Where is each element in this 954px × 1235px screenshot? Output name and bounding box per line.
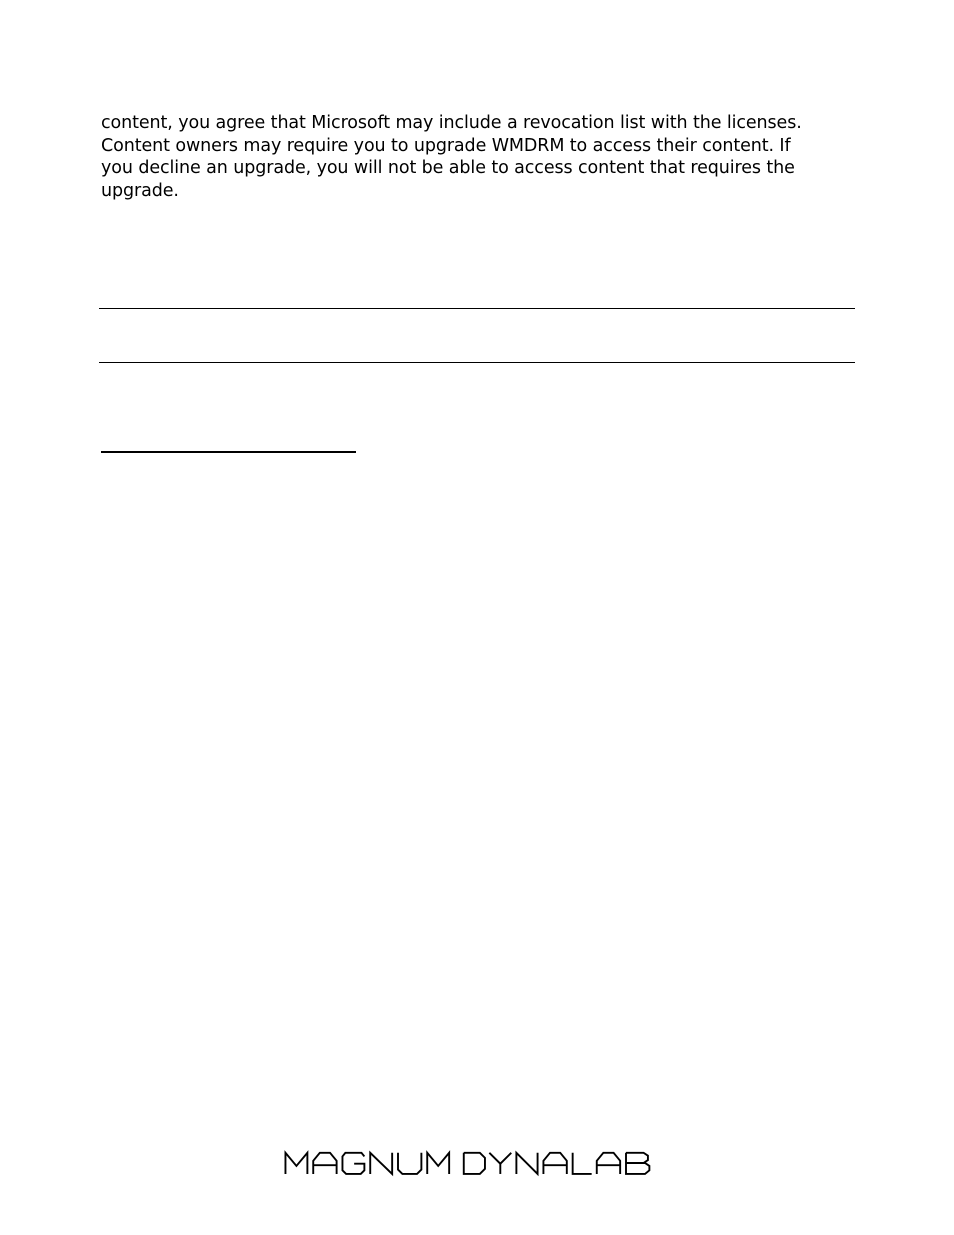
brand-logo — [0, 1146, 954, 1184]
short-underline-rule — [101, 451, 356, 453]
horizontal-divider-top — [99, 308, 855, 309]
paragraph-line-3: you decline an upgrade, you will not be able to access content that requires the — [101, 158, 795, 179]
paragraph-line-2: Content owners may require you to upgrade WMDRM to access their content. If — [101, 135, 791, 156]
horizontal-divider-bottom — [99, 362, 855, 363]
paragraph-line-1: content, you agree that Microsoft may include a revocation list with the licenses. — [101, 113, 802, 133]
brand-logo-wordmark — [284, 1146, 664, 1180]
license-paragraph — [101, 112, 861, 202]
paragraph-line-4: upgrade. — [101, 180, 179, 201]
